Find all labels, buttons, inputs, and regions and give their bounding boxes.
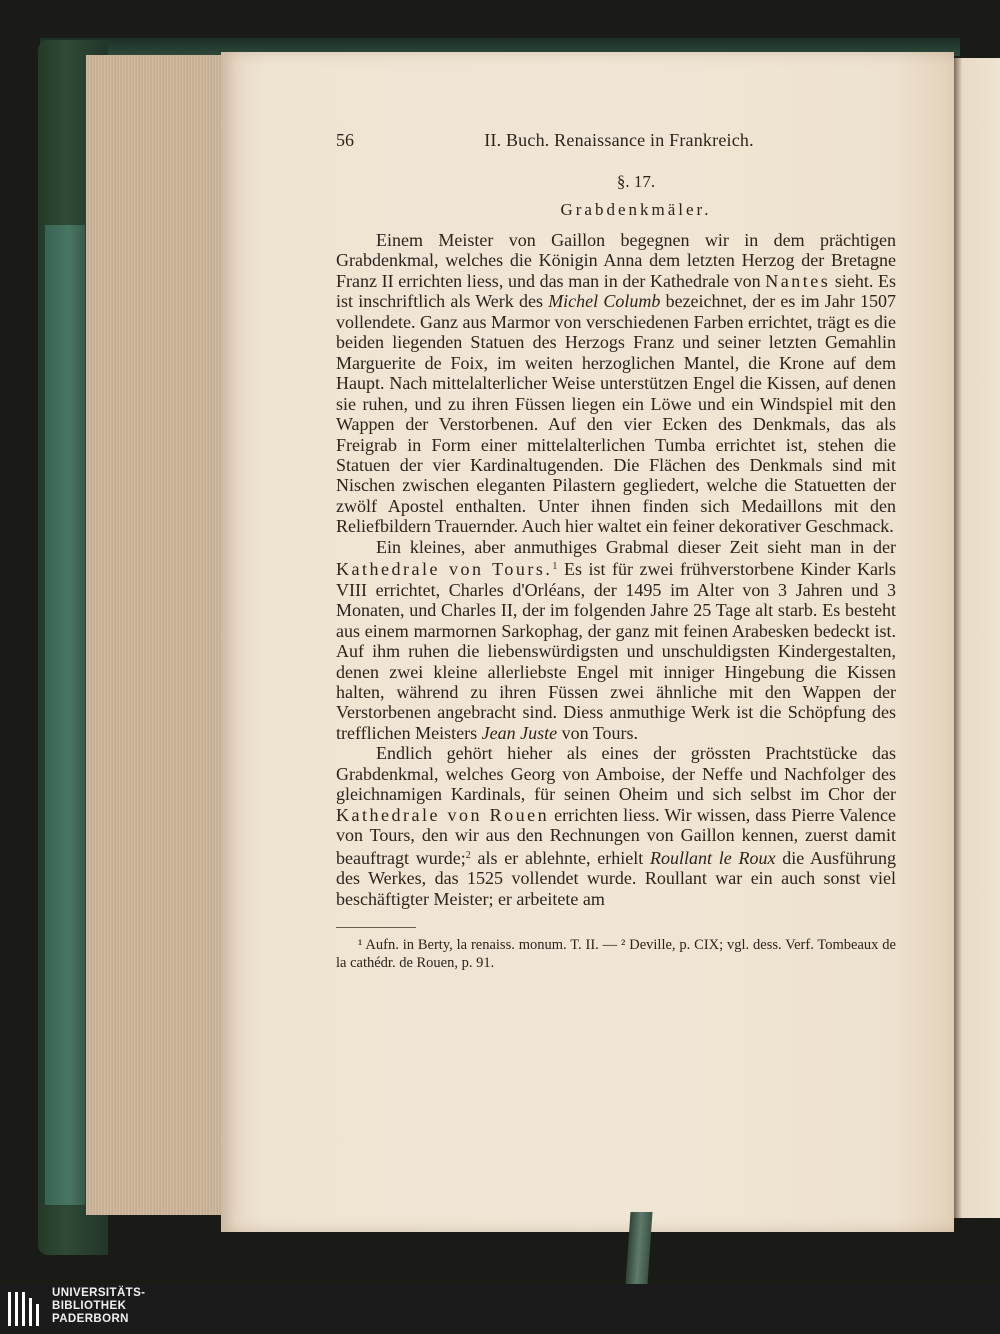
footnote-marker: 2 — [465, 849, 471, 861]
text-run: Endlich gehört hieher als eines der grössten Prachtstücke das Grabdenkmal, welches Georg von Amboise, der Neffe und Nachfolger des gleichnamigen Kardinals, für seinen Oheim und sich selbst im Chor der — [336, 743, 896, 805]
text-run: bezeichnet, der es im Jahr 1507 vollendete. Ganz aus Marmor von verschiedenen Farben errichtet, trägt es die beiden liegenden Statuen des Herzogs Franz und seiner letzten Gemahlin Marguerite de Foix, im weiten herzoglichen Mantel, die Krone auf dem Haupt. Nach mittelalterlicher Weise unterstützen Engel die Kissen, auf denen sie ruhen, und zu ihren Füssen liegen ein Löwe und ein Windspiel mit den Wappen der Verstorbenen. Auf den vier Ecken des Denkmals, das als Freigrab in Form einer mittelalterlichen Tumba errichtet ist, stehen die Statuen der vier Kardinaltugenden. Die Flächen des Denkmals sind mit Nischen zwischen eleganten Pilastern gegliedert, welche die Statuetten der zwölf Apostel enthalten. Unter ihnen finden sich Medaillons mit den Reliefbildern Trauernder. Auch hier waltet ein feiner dekorativer Geschmack. — [336, 291, 896, 537]
book-spine-band — [45, 225, 85, 1205]
text-run: errichten liess. Wir wissen, dass Pierre Valence von Tours, den wir aus den Rechnungen von Gaillon kennen, zuerst damit beauftragt wurde; — [336, 804, 897, 868]
footnote-marker: 1 — [552, 561, 558, 573]
spaced-text: Kathedrale von Tours. — [336, 559, 553, 580]
text-run: von Tours. — [557, 722, 639, 743]
text-run: Ein kleines, aber anmuthiges Grabmal dieser Zeit sieht man in der — [376, 536, 896, 557]
library-logo-icon — [6, 1288, 46, 1330]
spaced-text: Kathedrale von Rouen — [336, 804, 550, 825]
library-name-line: UNIVERSITÄTS- — [52, 1287, 146, 1299]
text-run: Es ist für zwei frühverstorbene Kinder Karls VIII errichtet, Charles d'Orléans, der 1495 im Alter von 3 Jahren und 3 Monaten, und Charles II, der im folgenden Jahre 25 Tage alt starb. Es besteht aus einem marmornen Sarkophag, der ganz mit feinen Arabesken bedeckt ist. Auf ihm ruhen die liebenswürdigsten und unschuldigsten Kindergestalten, denen zwei kleine allerliebste Engel mit inniger Hingebung die Kissen halten, während zu ihren Füssen zwei ähnliche mit den Wappen der Verstorbenen angebracht sind. Diess anmuthige Werk ist die Schöpfung des trefflichen Meisters — [336, 559, 896, 743]
page-edges — [86, 55, 223, 1215]
section-number: §. 17. — [616, 172, 656, 191]
spaced-text: Nantes — [765, 270, 831, 291]
italic-name: Roullant le Roux — [649, 847, 776, 868]
text-run: Einem Meister von Gaillon begegnen wir in dem prächtigen Grabdenkmal, welches die Königin Anna dem letzten Herzog der Bretagne Franz II errichten liess, und das man in der Kathedrale von — [336, 230, 896, 291]
library-name-line: BIBLIOTHEK — [52, 1300, 127, 1312]
running-head — [336, 130, 896, 156]
paragraph — [336, 230, 896, 537]
library-footer-bar — [0, 1284, 1000, 1334]
paragraph — [336, 743, 896, 909]
library-name-line: PADERBORN — [52, 1313, 129, 1325]
italic-name: Jean Juste — [481, 722, 558, 743]
footnote-rule — [336, 927, 416, 928]
library-name — [52, 1287, 145, 1326]
italic-name: Michel Columb — [548, 291, 661, 312]
page-text — [336, 130, 896, 972]
text-run: sieht. Es ist inschriftlich als Werk des — [336, 270, 897, 312]
bookmark-ribbon — [625, 1212, 652, 1284]
footnotes: ¹ Aufn. in Berty, la renaiss. monum. T. II. — ² Deville, p. CIX; vgl. dess. Verf. Tombeaux de la cathédr. de Rouen, p. 91. — [336, 936, 896, 971]
running-title: II. Buch. Renaissance in Frankreich. — [484, 130, 754, 150]
page-number: 56 — [336, 130, 354, 150]
facing-page-edge — [954, 58, 1000, 1218]
paragraph — [336, 537, 896, 744]
text-run: die Ausführung des Werkes, das 1525 vollendet wurde. Roullant war ein auch sonst viel beschäftigter Meister; er arbeitete am — [336, 847, 896, 909]
body-text — [336, 230, 896, 909]
text-run: als er ablehnte, erhielt — [470, 847, 650, 868]
section-title: Grabdenkmäler. — [560, 200, 712, 219]
